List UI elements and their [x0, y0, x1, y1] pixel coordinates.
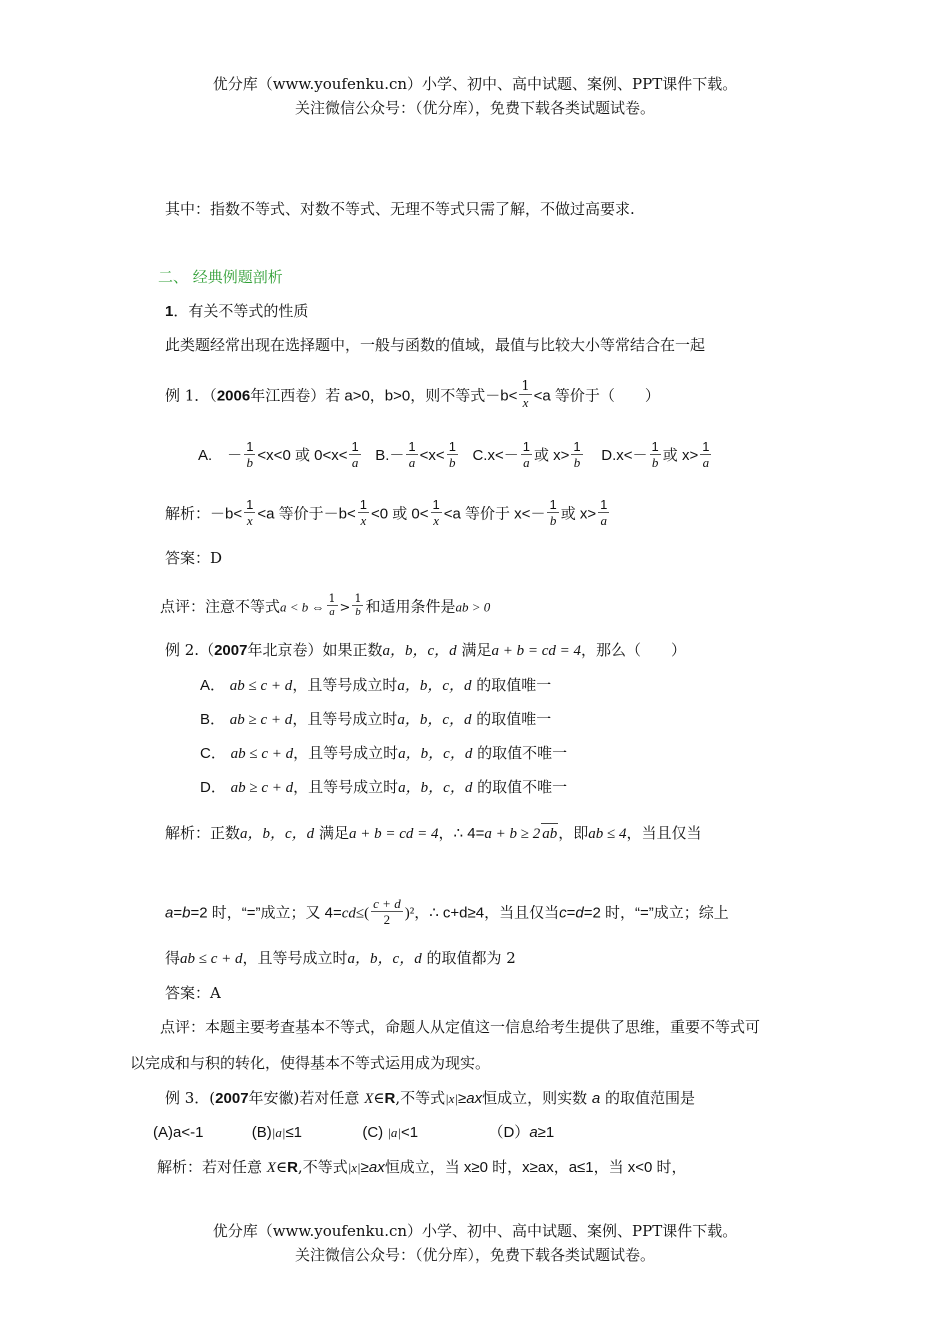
example-1-answer: 答案：D [165, 549, 223, 567]
ex1-tail: <a 等价于（ ） [533, 387, 660, 405]
ex1-option-d: D.x<－ $\frac{1}{b}$ 或 x> $\frac{1}{a}$ [601, 439, 710, 470]
footer-line-1: 优分库（www.youfenku.cn）小学、初中、高中试题、案例、PPT课件下载。 [212, 1222, 738, 1240]
example-1-options [198, 441, 713, 472]
section-title: 二、 经典例题剖析 [158, 268, 283, 286]
ex3-option-c: (C) |a|<1 [362, 1124, 419, 1141]
example-2-option-d: D． ab ≥ c + d，且等号成立时a，b，c，d 的取值不唯一 [200, 778, 568, 796]
ex3-option-b: (B)|a|≤1 [251, 1124, 303, 1141]
ex1-option-b: B.－ $\frac{1}{a}$ <x< $\frac{1}{b}$ [375, 439, 456, 470]
ex1-label: 例 1．（ [165, 386, 217, 405]
topic-description: 此类题经常出现在选择题中，一般与函数的值域，最值与比较大小等常结合在一起 [165, 336, 706, 354]
example-2-comment-line-2: 以完成和与积的转化，使得基本不等式运用成为现实。 [130, 1054, 491, 1072]
fraction-1-over-x: $\frac{1}{x}$ [521, 379, 530, 410]
example-2-option-b: B． ab ≥ c + d，且等号成立时a，b，c，d 的取值唯一 [200, 710, 552, 728]
header-line-2: 关注微信公众号：（优分库），免费下载各类试题试卷。 [294, 99, 655, 117]
example-2-option-c: C． ab ≤ c + d，且等号成立时a，b，c，d 的取值不唯一 [200, 744, 568, 762]
ex1-option-a: A. － $\frac{1}{b}$ <x<0 或 0<x< $\frac{1}{a}$ [198, 439, 359, 470]
example-1-comment: 点评：注意不等式a < b ⇔ $\frac{1}{a}$ > $\frac{1}{b}$ 和适用条件是ab > 0 [160, 592, 491, 618]
example-2-option-a: A． ab ≤ c + d，且等号成立时a，b，c，d 的取值唯一 [200, 676, 552, 694]
ex3-option-d: （D）a≥1 [488, 1124, 555, 1141]
example-2-analysis-line-3: 得ab ≤ c + d，且等号成立时a，b，c，d 的取值都为 2 [165, 949, 516, 967]
example-2-analysis-line-2: a=b=2 时，“=”成立；又 4=cd≤( $\frac{c + d}{2}$ )²，∴ c+d≥4，当且仅当c=d=2 时，“=”成立；综上 [165, 896, 729, 927]
topic-heading [165, 301, 308, 322]
ex1-source: 年江西卷）若 a>0，b>0，则不等式－b< [250, 387, 518, 405]
topic-number: 1 [165, 303, 174, 320]
example-2-comment-line-1: 点评：本题主要考查基本不等式，命题人从定值这一信息给考生提供了思维，重要不等式可 [160, 1018, 761, 1036]
example-3-question: 例 3．(2007年安徽)若对任意 X∈R,不等式|x|≥ax恒成立，则实数 a 的取值范围是 [165, 1089, 696, 1107]
example-2-answer: 答案：A [165, 984, 221, 1002]
example-2-question: 例 2.（2007年北京卷）如果正数a，b，c，d 满足a + b = cd = 4，那么（ ） [165, 641, 686, 659]
intro-text: 其中：指数不等式、对数不等式、无理不等式只需了解，不做过高要求. [165, 200, 635, 218]
footer-line-2: 关注微信公众号：（优分库），免费下载各类试题试卷。 [294, 1246, 655, 1264]
header-line-1: 优分库（www.youfenku.cn）小学、初中、高中试题、案例、PPT课件下载。 [212, 75, 738, 93]
example-2-analysis-line-1: 解析：正数a，b，c，d 满足a + b = cd = 4，∴ 4=a + b ≥ 2 ab，即ab ≤ 4，当且仅当 [165, 824, 702, 842]
example-3-analysis: 解析：若对任意 X∈R,不等式|x|≥ax恒成立，当 x≥0 时，x≥ax，a≤1，当 x<0 时， [157, 1158, 687, 1176]
topic-title: ．有关不等式的性质 [173, 302, 309, 320]
ex1-year: 2006 [216, 387, 251, 405]
example-3-options [153, 1123, 554, 1143]
ex1-option-c: C.x<－ $\frac{1}{a}$ 或 x> $\frac{1}{b}$ [472, 439, 581, 470]
ex3-option-a: (A)a<-1 [153, 1124, 204, 1141]
example-1-analysis: 解析：－b< $\frac{1}{x}$ <a 等价于－b< $\frac{1}{x}$ <0 或 0< $\frac{1}{x}$ <a 等价于 x<－ $\frac{1}{b}$ 或 x> $\frac{1}{a}$ [165, 497, 608, 528]
example-1-question [165, 381, 660, 412]
